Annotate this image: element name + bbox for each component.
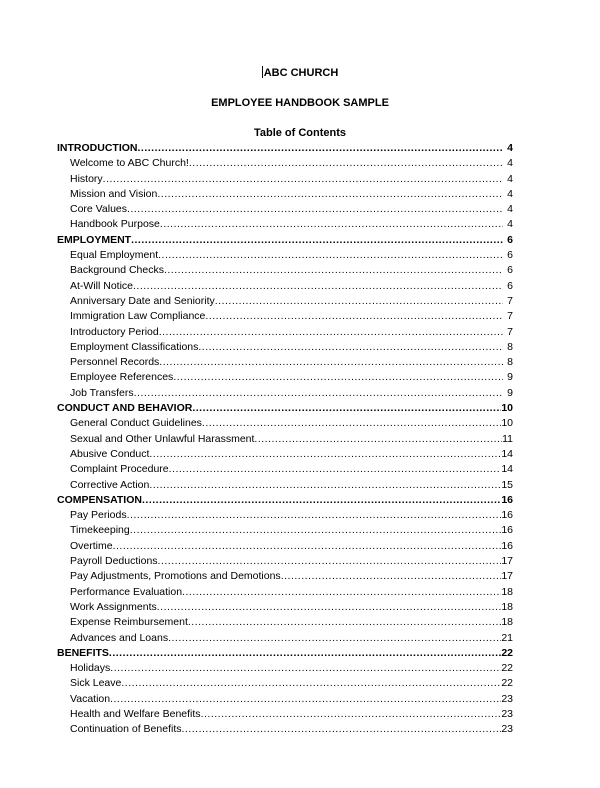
toc-entry-title: Introductory Period [70,325,159,338]
toc-entry-title: Corrective Action [70,478,150,491]
toc-entry-title: Job Transfers [70,386,134,399]
dot-leader [205,309,503,324]
toc-entry-link[interactable] [57,325,513,340]
toc-entry-title: INTRODUCTION [57,142,138,154]
dot-leader [142,493,501,508]
toc-entry-link[interactable] [57,661,513,676]
toc-page-number: 23 [501,723,513,736]
toc-entry-title: Mission and Vision [70,187,158,200]
dot-leader [149,447,501,462]
toc-page-number: 22 [501,646,513,659]
table-of-contents [57,141,513,738]
toc-entry-title: Sick Leave [70,677,122,690]
toc-page-number: 6 [507,264,513,277]
toc-entry-title: COMPENSATION [57,493,142,506]
toc-entry-link[interactable] [57,615,513,630]
toc-page-number: 4 [507,218,513,231]
toc-entry-title: Sexual and Other Unlawful Harassment [70,432,255,445]
toc-page-number: 16 [501,493,513,506]
toc-page-number: 14 [501,463,513,476]
toc-entry-link[interactable] [57,554,513,569]
toc-entry-title: BENEFITS [57,646,109,659]
toc-entry-link[interactable] [57,508,513,523]
dot-leader [127,508,502,523]
toc-entry-link[interactable] [57,340,513,355]
dot-leader [134,386,503,401]
toc-entry-title: Welcome to ABC Church! [70,157,189,170]
toc-entry-title: Personnel Records [70,356,160,369]
toc-page-number: 10 [501,417,513,430]
toc-entry-link[interactable] [57,447,513,462]
dot-leader [158,248,503,263]
dot-leader [149,478,501,493]
toc-page-number: 9 [507,371,513,384]
dot-leader [281,569,502,584]
dot-leader [215,294,503,309]
toc-page-number: 9 [507,386,513,399]
toc-entry-title: Pay Periods [70,509,127,522]
toc-page-number: 16 [501,509,513,522]
dot-leader [110,692,501,707]
toc-page-number: 23 [501,692,513,705]
toc-page-number: 4 [507,172,513,185]
toc-entry-link[interactable] [57,631,513,646]
toc-entry-title: Core Values [70,203,128,216]
dot-leader [131,233,503,248]
toc-entry-link[interactable] [57,386,513,401]
dot-leader [133,279,503,294]
toc-entry-link[interactable] [57,478,513,493]
dot-leader [201,707,502,722]
toc-entry-link[interactable] [57,432,513,447]
dot-leader [192,401,501,416]
toc-entry-title: Background Checks [70,264,164,277]
dot-leader [130,523,502,538]
toc-section-link[interactable] [57,141,513,156]
toc-entry-title: Health and Welfare Benefits [70,707,201,720]
dot-leader [182,722,502,737]
toc-entry-link[interactable] [57,707,513,722]
toc-entry-link[interactable] [57,539,513,554]
toc-page-number: 14 [501,447,513,460]
toc-entry-title: General Conduct Guidelines [70,417,202,430]
toc-entry-title: CONDUCT AND BEHAVIOR [57,402,193,415]
toc-entry-link[interactable] [57,217,513,232]
toc-entry-link[interactable] [57,462,513,477]
toc-entry-title: Expense Reimbursement [70,616,188,629]
toc-page-number: 18 [501,616,513,629]
toc-entry-title: Employee References [70,371,174,384]
toc-entry-title: Anniversary Date and Seniority [70,294,215,307]
toc-entry-title: Employment Classifications [70,340,199,353]
toc-entry-title: Immigration Law Compliance [70,310,206,323]
toc-entry-title: Payroll Deductions [70,555,158,568]
toc-page-number: 4 [507,157,513,170]
text-cursor [262,66,263,78]
dot-leader [198,340,503,355]
toc-entry-title: Work Assignments [70,600,157,613]
toc-page-number: 8 [507,356,513,369]
dot-leader [159,355,503,370]
toc-entry-title: EMPLOYMENT [57,233,132,246]
toc-entry-link[interactable] [57,172,513,187]
toc-page-number: 10 [501,402,513,415]
toc-page-number: 7 [507,325,513,338]
dot-leader [127,202,503,217]
dot-leader [157,600,502,615]
dot-leader [109,646,501,661]
toc-page-number: 6 [507,233,513,246]
dot-leader [157,187,503,202]
toc-entry-link[interactable] [57,187,513,202]
toc-page-number: 18 [501,585,513,598]
toc-page-number: 17 [501,555,513,568]
toc-page-number: 21 [501,631,513,644]
dot-leader [254,432,502,447]
toc-page-number: 7 [507,310,513,323]
dot-leader [202,416,501,431]
toc-entry-link[interactable] [57,248,513,263]
dot-leader [103,172,503,187]
document-title: EMPLOYEE HANDBOOK SAMPLE [211,97,389,109]
toc-page-number: 4 [507,187,513,200]
toc-entry-link[interactable] [57,523,513,538]
toc-page-number: 15 [501,478,513,491]
dot-leader [160,217,503,232]
toc-entry-link[interactable] [57,569,513,584]
toc-page-number: 8 [507,340,513,353]
dot-leader [121,676,501,691]
toc-entry-title: Continuation of Benefits [70,723,182,736]
toc-page-number: 17 [501,570,513,583]
dot-leader [169,462,502,477]
toc-entry-link[interactable] [57,294,513,309]
toc-page-number: 23 [501,707,513,720]
toc-entry-title: Vacation [70,692,111,705]
toc-entry-link[interactable] [57,600,513,615]
toc-entry-link[interactable] [57,202,513,217]
dot-leader [173,370,503,385]
toc-entry-title: Holidays [70,662,111,675]
toc-entry-title: Performance Evaluation [70,585,183,598]
toc-section-link[interactable] [57,493,513,508]
toc-page-number: 4 [507,203,513,216]
toc-entry-link[interactable] [57,585,513,600]
toc-entry-link[interactable] [57,676,513,691]
toc-heading: Table of Contents [253,127,347,139]
toc-entry-title: Abusive Conduct [70,447,150,460]
toc-entry-title: Equal Employment [70,249,159,262]
toc-page-number: 7 [507,294,513,307]
toc-entry-link[interactable] [57,722,513,737]
dot-leader [110,661,501,676]
organization-name-text: ABC CHURCH [263,67,339,79]
toc-entry-title: At-Will Notice [70,279,134,292]
dot-leader [159,325,503,340]
toc-entry-link[interactable] [57,416,513,431]
organization-name [0,66,600,79]
toc-entry-title: Handbook Purpose [70,218,160,231]
toc-page-number: 11 [502,432,513,445]
dot-leader [168,631,501,646]
toc-entry-title: History [70,172,103,185]
toc-entry-title: Complaint Procedure [70,463,169,476]
toc-page-number: 16 [501,524,513,537]
toc-page-number: 16 [501,539,513,552]
toc-page-number: 18 [501,600,513,613]
dot-leader [113,539,502,554]
toc-page-number: 4 [507,142,513,154]
toc-section-link[interactable] [57,401,513,416]
dot-leader [158,554,502,569]
toc-page-number: 22 [501,662,513,675]
toc-entry-title: Advances and Loans [70,631,169,644]
toc-entry-link[interactable] [57,279,513,294]
toc-entry-link[interactable] [57,692,513,707]
toc-entry-link[interactable] [57,156,513,171]
toc-entry-title: Pay Adjustments, Promotions and Demotions [70,570,281,583]
toc-entry-link[interactable] [57,263,513,278]
toc-entry-link[interactable] [57,355,513,370]
dot-leader [188,615,501,630]
toc-section-link[interactable] [57,233,513,248]
toc-entry-title: Overtime [70,539,113,552]
toc-section-link[interactable] [57,646,513,661]
toc-page-number: 22 [501,677,513,690]
dot-leader [164,263,503,278]
toc-entry-title: Timekeeping [70,524,130,537]
toc-entry-link[interactable] [57,309,513,324]
dot-leader [189,156,503,171]
dot-leader [138,141,504,156]
toc-entry-link[interactable] [57,370,513,385]
toc-page-number: 6 [507,249,513,262]
dot-leader [182,585,501,600]
toc-page-number: 6 [507,279,513,292]
